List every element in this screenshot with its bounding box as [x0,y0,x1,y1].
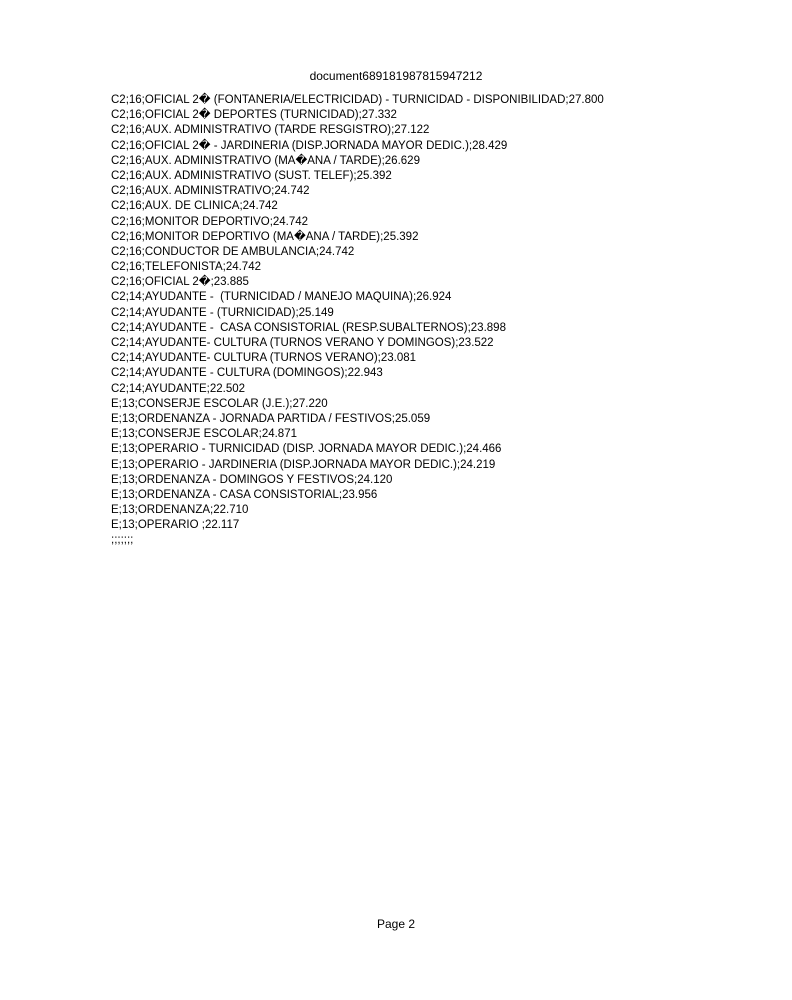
text-line: E;13;ORDENANZA;22.710 [111,504,249,517]
document-body [111,93,604,549]
text-line: E;13;OPERARIO - TURNICIDAD (DISP. JORNADA MAYOR DEDIC.);24.466 [111,443,502,456]
text-line: C2;16;OFICIAL 2� (FONTANERIA/ELECTRICIDAD) - TURNICIDAD - DISPONIBILIDAD;27.800 [111,94,604,106]
text-line: C2;16;MONITOR DEPORTIVO;24.742 [111,215,309,228]
text-line: E;13;OPERARIO - JARDINERIA (DISP.JORNADA MAYOR DEDIC.);24.219 [111,458,496,471]
text-line: C2;14;AYUDANTE - (TURNICIDAD / MANEJO MAQUINA);26.924 [111,291,452,304]
text-line: C2;14;AYUDANTE- CULTURA (TURNOS VERANO);23.081 [111,352,417,365]
text-line: C2;14;AYUDANTE - CULTURA (DOMINGOS);22.943 [111,367,383,380]
text-line: E;13;ORDENANZA - DOMINGOS Y FESTIVOS;24.120 [111,473,393,486]
text-line: E;13;CONSERJE ESCOLAR (J.E.);27.220 [111,397,328,410]
text-line: C2;14;AYUDANTE;22.502 [111,382,246,395]
text-line: C2;16;CONDUCTOR DE AMBULANCIA;24.742 [111,245,355,258]
text-line: C2;16;OFICIAL 2�;23.885 [111,276,249,289]
text-line: C2;16;MONITOR DEPORTIVO (MA�ANA / TARDE);25.392 [111,230,419,243]
text-line: C2;16;OFICIAL 2� DEPORTES (TURNICIDAD);27.332 [111,109,397,122]
text-line: C2;16;AUX. ADMINISTRATIVO (SUST. TELEF);25.392 [111,169,392,182]
text-line: E;13;ORDENANZA - CASA CONSISTORIAL;23.956 [111,488,378,501]
text-line: C2;14;AYUDANTE - (TURNICIDAD);25.149 [111,306,334,319]
text-line: C2;16;TELEFONISTA;24.742 [111,261,261,274]
text-line: ;;;;;;; [111,534,134,547]
page-number: Page 2 [376,917,416,931]
document-title: document689181987815947212 [309,69,483,83]
text-line: C2;16;OFICIAL 2� - JARDINERIA (DISP.JORNADA MAYOR DEDIC.);28.429 [111,139,508,152]
text-line: E;13;ORDENANZA - JORNADA PARTIDA / FESTIVOS;25.059 [111,412,431,425]
text-line: C2;16;AUX. ADMINISTRATIVO (MA�ANA / TARDE);26.629 [111,154,420,167]
text-line: C2;14;AYUDANTE - CASA CONSISTORIAL (RESP.SUBALTERNOS);23.898 [111,321,506,334]
text-line: C2;16;AUX. DE CLINICA;24.742 [111,200,278,213]
text-line: C2;14;AYUDANTE- CULTURA (TURNOS VERANO Y DOMINGOS);23.522 [111,337,494,349]
text-line: C2;16;AUX. ADMINISTRATIVO (TARDE RESGISTRO);27.122 [111,124,430,137]
text-line: E;13;OPERARIO ;22.117 [111,519,240,532]
text-line: E;13;CONSERJE ESCOLAR;24.871 [111,428,297,441]
text-line: C2;16;AUX. ADMINISTRATIVO;24.742 [111,185,310,198]
